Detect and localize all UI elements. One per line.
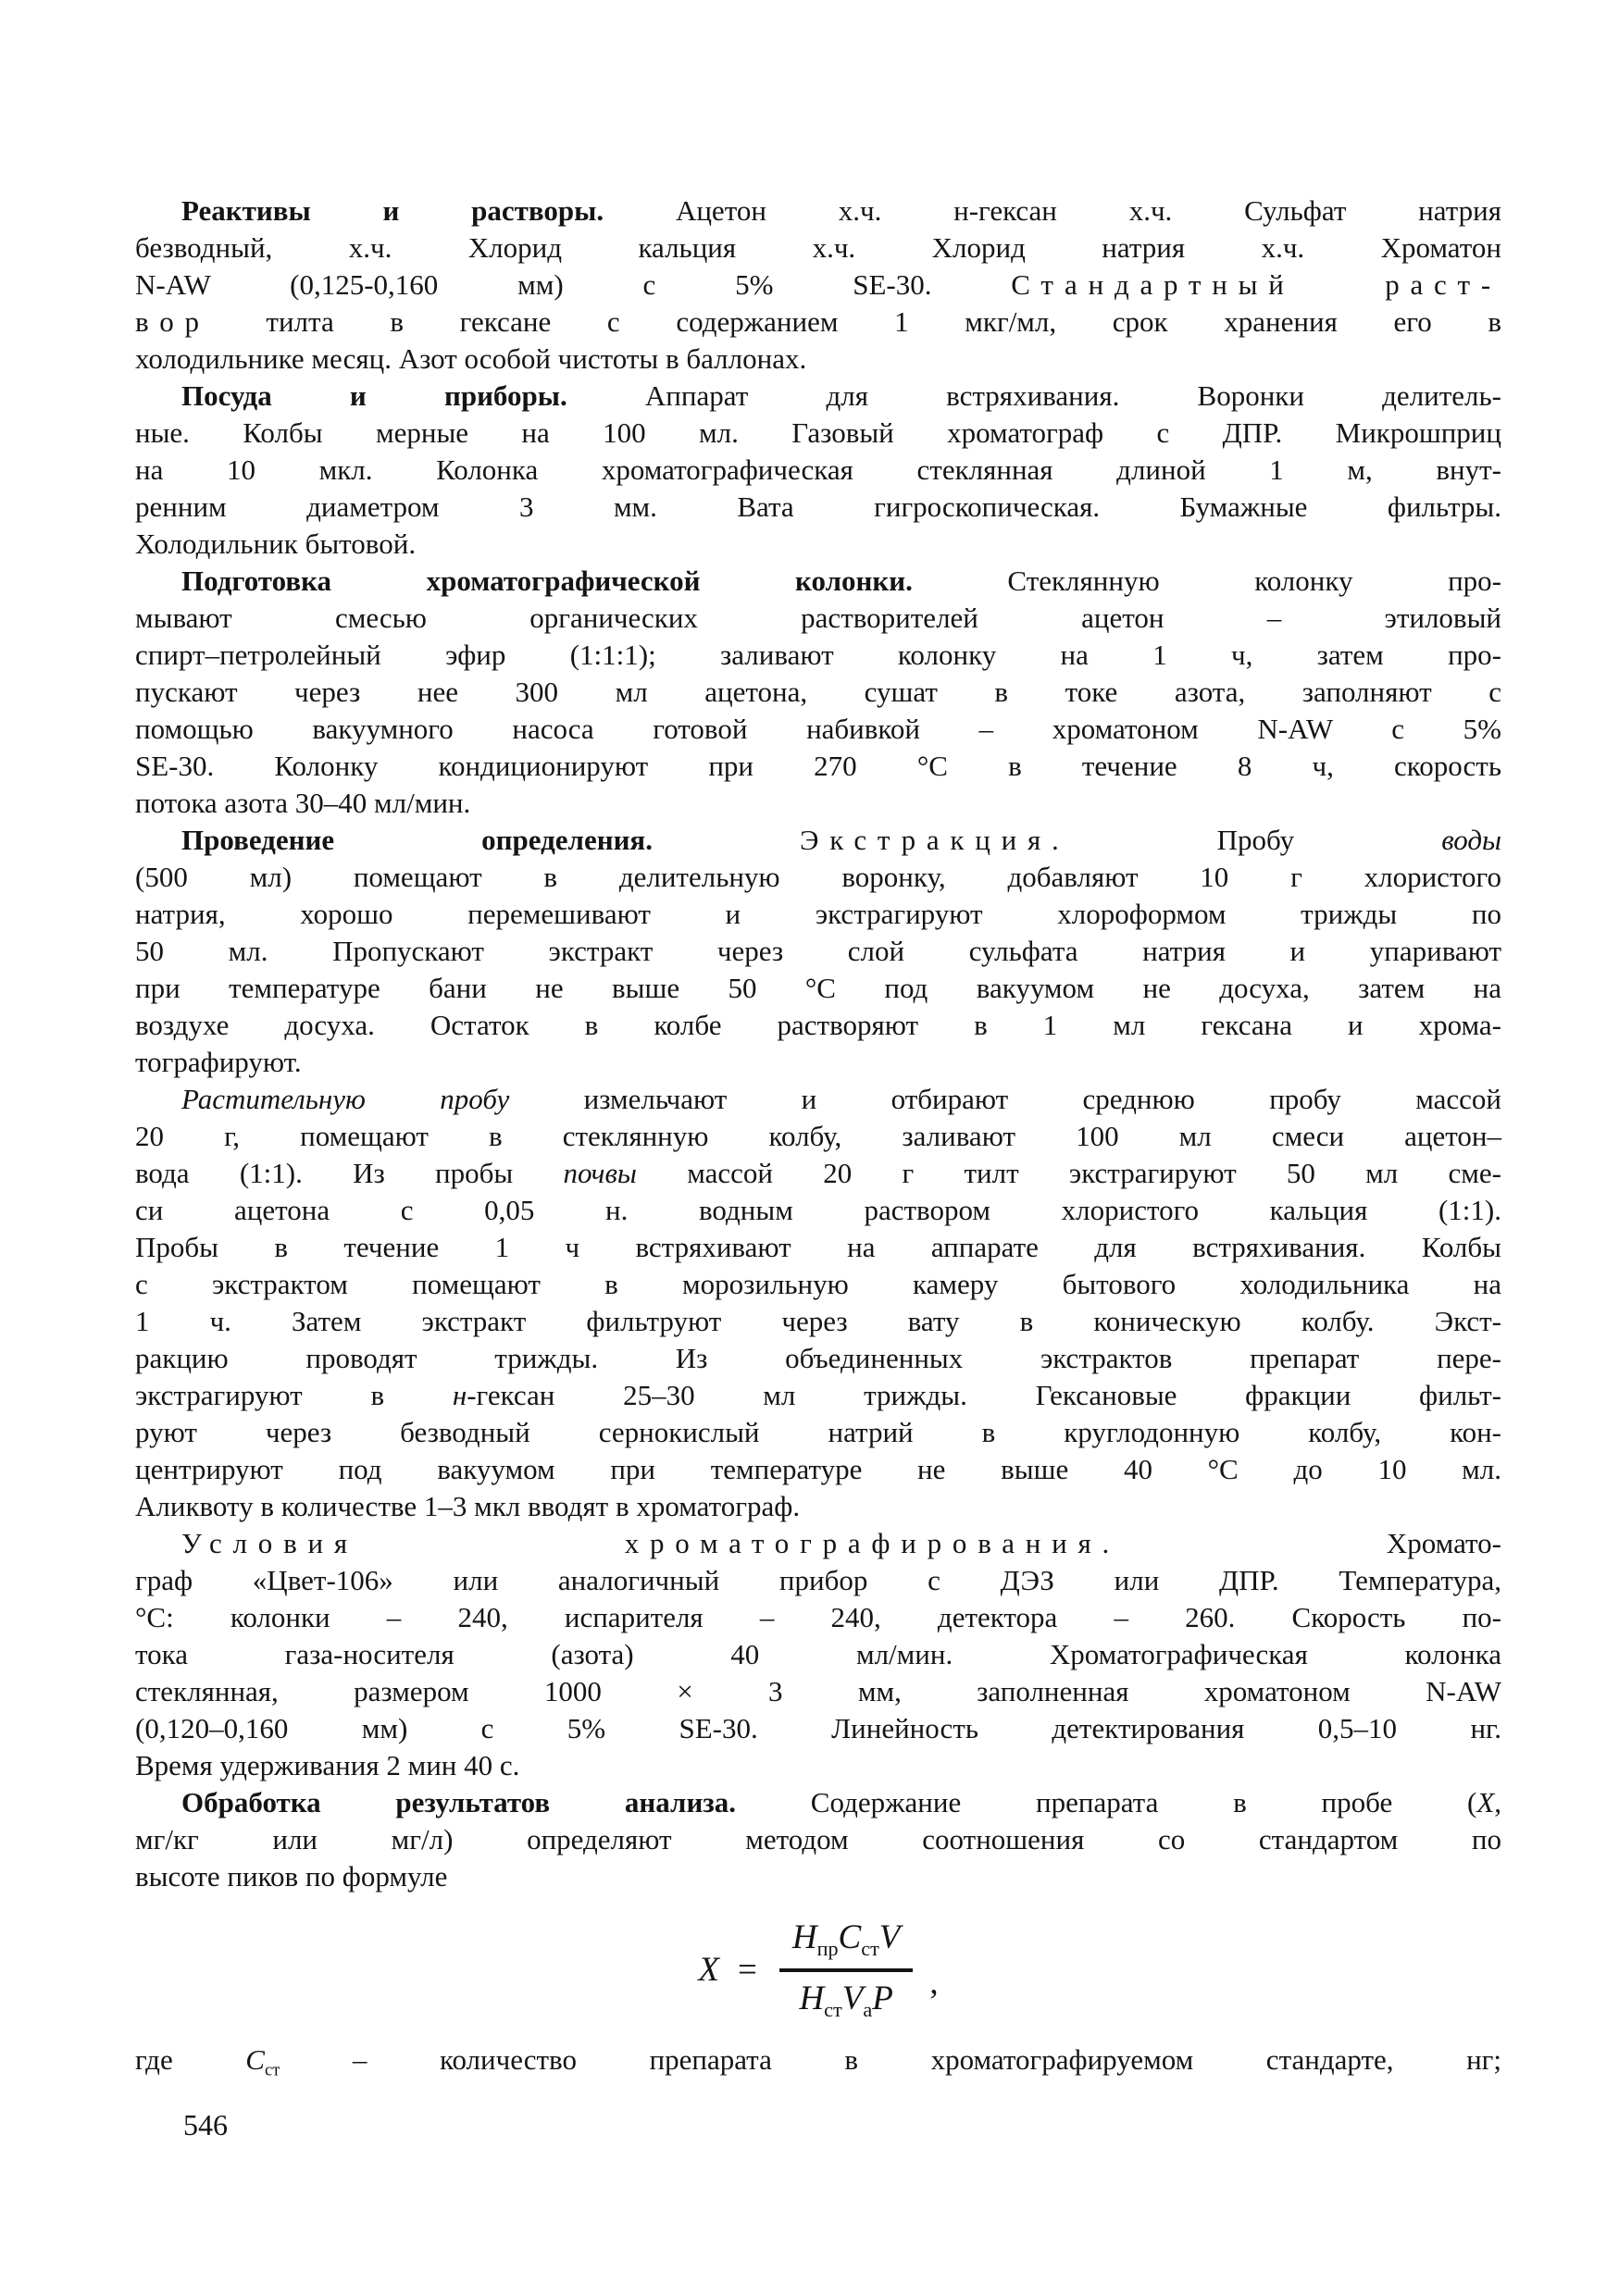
text-segment: высоте пиков по формуле <box>135 1860 448 1893</box>
text-segment: C <box>245 2043 265 2077</box>
text-line <box>135 489 1501 526</box>
equals-sign: = <box>737 1950 757 1989</box>
text-segment: стеклянная, размером 1000 × 3 мм, заполненная хроматоном N-AW <box>135 1675 1501 1707</box>
text-segment: ные. Колбы мерные на 100 мл. Газовый хроматограф с ДПР. Микрошприц <box>135 416 1501 449</box>
text-segment: Обработка результатов анализа. <box>181 1786 737 1818</box>
text-line <box>135 1858 1501 1895</box>
text-segment: Условия <box>181 1527 358 1559</box>
text-segment: X <box>1476 1786 1495 1818</box>
text-segment: воды <box>1441 824 1502 856</box>
text-segment: пускают через нее 300 мл ацетона, сушат в токе азота, заполняют с <box>135 676 1501 708</box>
text-segment: 1 ч. Затем экстракт фильтруют через вату в коническую колбу. Экст- <box>135 1305 1501 1337</box>
text-segment: безводный, х.ч. Хлорид кальция х.ч. Хлорид натрия х.ч. Хроматон <box>135 231 1501 264</box>
text-segment: на 10 мкл. Колонка хроматографическая стеклянная длиной 1 м, внут- <box>135 453 1501 486</box>
text-line <box>135 1525 1501 1562</box>
text-segment: ст <box>264 2060 280 2080</box>
text-segment: ст <box>861 1936 879 1960</box>
text-segment: пр <box>816 1936 839 1960</box>
text-segment: X <box>698 1950 719 1989</box>
text-segment <box>358 1527 625 1559</box>
text-line <box>135 1118 1501 1155</box>
text-segment: Посуда и приборы. <box>181 379 567 412</box>
text-line <box>135 1303 1501 1340</box>
text-segment: измельчают и отбирают среднюю пробу массой <box>509 1083 1501 1115</box>
text-segment: Аппарат для встряхивания. Воронки делитель- <box>567 379 1501 412</box>
fraction <box>779 1919 914 2021</box>
text-line <box>135 415 1501 452</box>
text-segment: Реактивы и растворы. <box>181 194 604 227</box>
text-line <box>135 304 1501 341</box>
paragraph <box>135 822 1501 1081</box>
text-line <box>135 896 1501 933</box>
text-line <box>135 1710 1501 1747</box>
text-line <box>135 563 1501 600</box>
text-segment: – количество препарата в хроматографируемом стандарте, нг; <box>280 2043 1502 2077</box>
text-segment: , <box>1494 1786 1502 1818</box>
text-line <box>135 378 1501 415</box>
text-line <box>135 785 1501 822</box>
paragraph <box>135 563 1501 822</box>
text-line <box>135 674 1501 711</box>
text-line <box>135 1192 1501 1229</box>
text-line <box>135 637 1501 674</box>
text-line <box>135 711 1501 748</box>
text-line <box>135 1821 1501 1858</box>
text-line <box>135 2042 1501 2090</box>
text-segment: мывают смесью органических растворителей ацетон – этиловый <box>135 602 1501 634</box>
text-segment: Содержание препарата в пробе ( <box>736 1786 1477 1818</box>
text-line <box>135 600 1501 637</box>
text-line <box>135 1673 1501 1710</box>
text-segment: мг/кг или мг/л) определяют методом соотношения со стандартом по <box>135 1823 1501 1855</box>
text-segment: (500 мл) помещают в делительную воронку, добавляют 10 г хлористого <box>135 861 1501 893</box>
text-segment: а <box>863 1997 873 2021</box>
text-segment: Пробы в течение 1 ч встряхивают на аппарате для встряхивания. Колбы <box>135 1231 1501 1263</box>
text-segment: натрия, хорошо перемешивают и экстрагируют хлороформом трижды по <box>135 898 1501 930</box>
text-segment: массой 20 г тилт экстрагируют 50 мл сме- <box>636 1157 1501 1189</box>
text-line <box>135 1414 1501 1451</box>
text-segment: ренним диаметром 3 мм. Вата гигроскопическая. Бумажные фильтры. <box>135 490 1501 523</box>
text-segment: -гексан 25–30 мл трижды. Гексановые фракции фильт- <box>467 1379 1501 1411</box>
text-segment: ст <box>824 1997 842 2021</box>
text-line <box>135 1155 1501 1192</box>
text-segment: ракцию проводят трижды. Из объединенных экстрактов препарат пере- <box>135 1342 1501 1374</box>
text-segment: тока газа-носителя (азота) 40 мл/мин. Хроматографическая колонка <box>135 1638 1501 1670</box>
text-segment: н <box>452 1379 467 1411</box>
text-line <box>135 1636 1501 1673</box>
fraction-denominator <box>786 1980 905 2021</box>
text-segment: Экстракция. <box>800 824 1070 856</box>
formula-comma: , <box>929 1963 939 2002</box>
text-segment: помощью вакуумного насоса готовой набивкой – хроматоном N-AW с 5% <box>135 713 1501 745</box>
text-line <box>135 1784 1501 1821</box>
text-line <box>135 452 1501 489</box>
text-segment: вода (1:1). Из пробы <box>135 1157 564 1189</box>
text-line <box>135 1747 1501 1784</box>
text-segment: почвы <box>563 1157 637 1189</box>
text-line <box>135 1377 1501 1414</box>
page-number: 546 <box>183 2108 228 2141</box>
text-segment: N-AW (0,125-0,160 мм) с 5% SE-30. <box>135 268 1012 301</box>
text-line <box>135 1007 1501 1044</box>
text-segment: где <box>135 2043 246 2077</box>
text-line <box>135 192 1501 230</box>
text-line <box>135 230 1501 267</box>
text-line <box>135 748 1501 785</box>
paragraph <box>135 1525 1501 1784</box>
text-segment: центрируют под вакуумом при температуре не выше 40 °С до 10 мл. <box>135 1453 1501 1485</box>
text-segment: H <box>791 1918 817 1956</box>
text-segment: при температуре бани не выше 50 °С под вакуумом не досуха, затем на <box>135 972 1501 1004</box>
text-segment: C <box>838 1918 862 1956</box>
text-segment: Хромато- <box>1120 1527 1501 1559</box>
text-segment: Стеклянную колонку про- <box>912 565 1501 597</box>
text-line <box>135 267 1501 304</box>
formula <box>135 1919 1501 2021</box>
text-segment: руют через безводный сернокислый натрий в круглодонную колбу, кон- <box>135 1416 1501 1448</box>
text-segment: 50 мл. Пропускают экстракт через слой сульфата натрия и упаривают <box>135 935 1501 967</box>
text-segment: V <box>841 1980 864 2018</box>
paragraph <box>135 1081 1501 1525</box>
text-segment: (0,120–0,160 мм) с 5% SE-30. Линейность детектирования 0,5–10 нг. <box>135 1712 1501 1744</box>
text-segment: потока азота 30–40 мл/мин. <box>135 787 471 819</box>
text-segment: Аликвоту в количестве 1–3 мкл вводят в хроматограф. <box>135 1490 801 1522</box>
text-segment: Ацетон х.ч. н-гексан х.ч. Сульфат натрия <box>604 194 1502 227</box>
text-segment: Стандартный раст- <box>1011 268 1501 301</box>
text-segment: P <box>872 1980 893 2018</box>
text-segment: спирт–петролейный эфир (1:1:1); заливают колонку на 1 ч, затем про- <box>135 639 1501 671</box>
text-line <box>135 1081 1501 1118</box>
paragraph <box>135 1784 1501 1895</box>
text-segment: Холодильник бытовой. <box>135 527 417 560</box>
paragraph <box>135 378 1501 563</box>
text-segment: V <box>878 1918 901 1956</box>
text-segment: экстрагируют в <box>135 1379 453 1411</box>
text-segment: H <box>799 1980 825 2018</box>
text-segment: граф «Цвет-106» или аналогичный прибор с ДЭЗ или ДПР. Температура, <box>135 1564 1501 1596</box>
text-line <box>135 1599 1501 1636</box>
text-segment: 20 г, помещают в стеклянную колбу, заливают 100 мл смеси ацетон– <box>135 1120 1501 1152</box>
paragraph <box>135 2042 1501 2090</box>
paragraph <box>135 192 1501 378</box>
formula-lhs <box>698 1952 719 1990</box>
text-line <box>135 1488 1501 1525</box>
text-line <box>135 341 1501 378</box>
text-segment: воздухе досуха. Остаток в колбе растворяют в 1 мл гексана и хрома- <box>135 1009 1501 1041</box>
text-segment: тографируют. <box>135 1046 302 1078</box>
text-line <box>135 1044 1501 1081</box>
text-segment: Проведение определения. <box>181 824 653 856</box>
text-line <box>135 1266 1501 1303</box>
text-segment: Время удерживания 2 мин 40 с. <box>135 1749 520 1781</box>
text-segment: Пробу <box>1069 824 1442 856</box>
text-segment: °С: колонки – 240, испарителя – 240, детектора – 260. Скорость по- <box>135 1601 1501 1633</box>
text-body <box>135 192 1501 2090</box>
text-segment: с экстрактом помещают в морозильную камеру бытового холодильника на <box>135 1268 1501 1300</box>
fraction-numerator <box>779 1919 914 1960</box>
fraction-bar <box>779 1968 914 1972</box>
text-line <box>135 1340 1501 1377</box>
text-line <box>135 1451 1501 1488</box>
text-segment: си ацетона с 0,05 н. водным раствором хлористого кальция (1:1). <box>135 1194 1501 1226</box>
text-segment: тилта в гексане с содержанием 1 мкг/мл, срок хранения его в <box>209 305 1501 338</box>
text-segment: хроматографирования. <box>624 1527 1121 1559</box>
text-line <box>135 526 1501 563</box>
text-line <box>135 970 1501 1007</box>
text-segment: Растительную пробу <box>181 1083 510 1115</box>
text-segment: SE-30. Колонку кондиционируют при 270 °С в течение 8 ч, скорость <box>135 750 1501 782</box>
text-line <box>135 822 1501 859</box>
text-line <box>135 859 1501 896</box>
text-line <box>135 1562 1501 1599</box>
text-line <box>135 933 1501 970</box>
text-segment: холодильнике месяц. Азот особой чистоты в баллонах. <box>135 342 807 375</box>
text-segment <box>653 824 800 856</box>
text-segment: вор <box>135 305 210 338</box>
text-line <box>135 1229 1501 1266</box>
text-segment: Подготовка хроматографической колонки. <box>181 565 913 597</box>
